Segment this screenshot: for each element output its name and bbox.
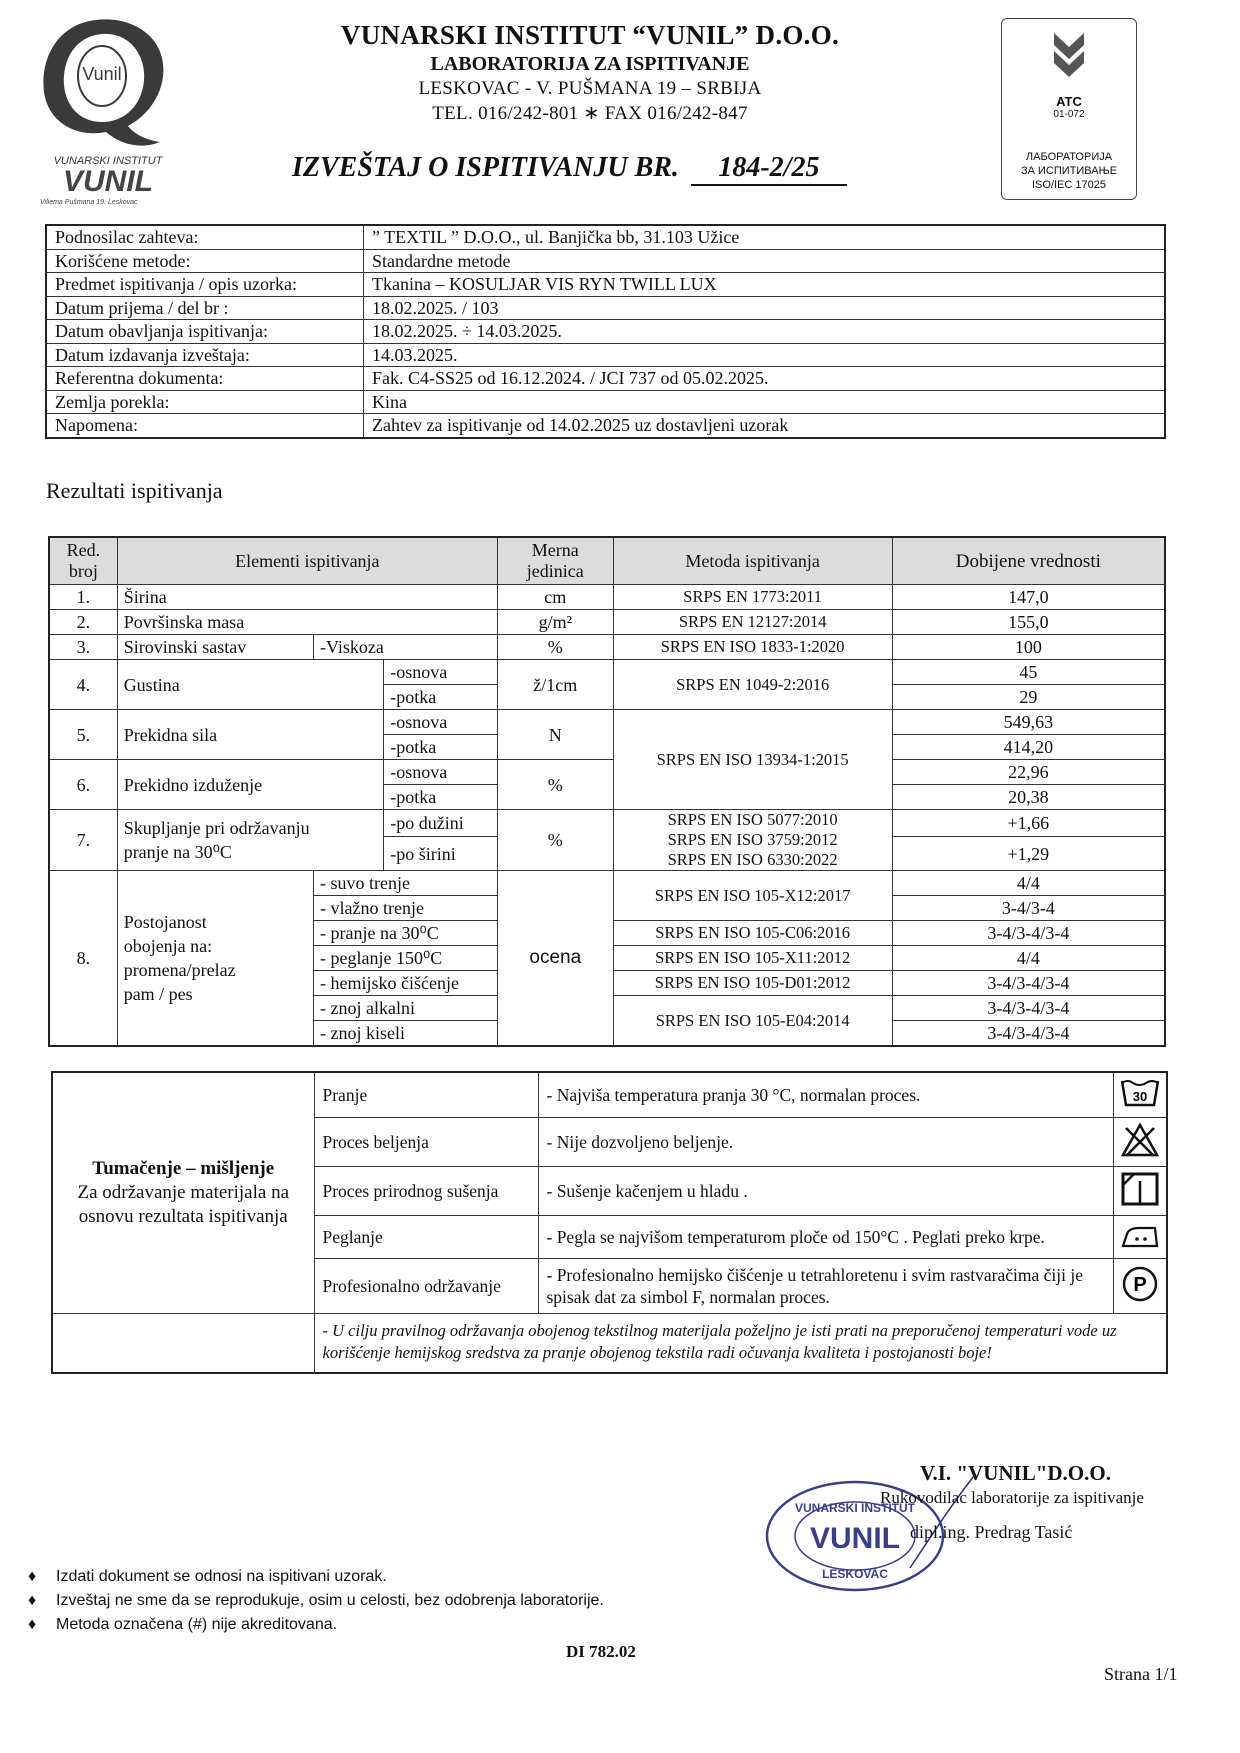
table-cell: 3. [49,635,117,660]
info-key: Referentna dokumenta: [46,367,364,391]
info-value: Standardne metode [364,249,1166,273]
table-cell: 100 [892,635,1165,660]
table-cell: -potka [384,685,498,710]
atc-number: 01-072 [1053,109,1085,120]
atc-logo-icon [1044,27,1094,87]
svg-text:VUNIL: VUNIL [63,165,153,198]
svg-text:VUNARSKI INSTITUT: VUNARSKI INSTITUT [795,1501,915,1515]
results-title: Rezultati ispitivanja [46,478,223,503]
col-header-value: Dobijene vrednosti [892,537,1165,585]
table-cell: 3-4/3-4/3-4 [892,1021,1165,1047]
table-cell: Prekidno izduženje [117,760,384,810]
care-value: - Pegla se najvišom temperaturom ploče od 150°C . Peglati preko krpe. [538,1216,1113,1259]
info-value: Fak. C4-SS25 od 16.12.2024. / JCI 737 od 05.02.2025. [364,367,1166,391]
table-cell: N [497,710,613,760]
opinion-heading: Tumačenje – mišljenje Za održavanje materijala na osnovu rezultata ispitivanja [52,1072,314,1314]
table-row [46,296,1165,320]
table-cell: 45 [892,660,1165,685]
table-cell: 5. [49,710,117,760]
signature-company: V.I. "VUNIL"D.O.O. [920,1461,1111,1485]
table-cell: 8. [49,871,117,1047]
info-key: Korišćene metode: [46,249,364,273]
list-item: ♦ Izveštaj ne sme da se reprodukuje, osim u celosti, bez odobrenja laboratorije. [28,1592,604,1609]
table-cell: 414,20 [892,735,1165,760]
table-cell: 147,0 [892,585,1165,610]
table-cell: 29 [892,685,1165,710]
table-row [46,343,1165,367]
table-cell: - znoj alkalni [314,996,498,1021]
care-row [52,1072,1167,1118]
info-value: Tkanina – KOSULJAR VIS RYN TWILL LUX [364,273,1166,297]
svg-text:VUNARSKI INSTITUT: VUNARSKI INSTITUT [53,155,163,167]
table-cell: cm [497,585,613,610]
atc-code: ATC [1056,94,1082,109]
list-item: ♦ Metoda označena (#) nije akreditovana. [28,1616,338,1633]
contact: TEL. 016/242-801 ∗ FAX 016/242-847 [432,103,748,124]
table-cell: 4/4 [892,946,1165,971]
table-row [49,760,1165,785]
no-bleach-icon [1113,1118,1167,1167]
table-cell: 4/4 [892,871,1165,896]
info-key: Datum obavljanja ispitivanja: [46,320,364,344]
request-info-table [45,224,1166,439]
table-cell: 20,38 [892,785,1165,810]
table-cell: 6. [49,760,117,810]
care-note: - U cilju pravilnog održavanja obojenog tekstilnog materijala poželjno je isti prati na preporučenoj temperaturi vode uz korišćenje hemijskog sredstva za pranje obojenog tekstila radi očuvanja kvaliteta i postojanosti boje! [314,1314,1167,1374]
table-cell: % [497,760,613,810]
table-cell: SRPS EN 12127:2014 [613,610,892,635]
col-header-unit: Merna jedinica [497,537,613,585]
drip-dry-shade-icon [1113,1167,1167,1216]
table-cell: +1,29 [892,837,1165,871]
table-cell: 3-4/3-4 [892,896,1165,921]
table-cell: SRPS EN ISO 105-D01:2012 [613,971,892,996]
info-key: Datum prijema / del br : [46,296,364,320]
table-cell: - peglanje 150⁰C [314,946,498,971]
svg-text:P: P [1133,1273,1147,1296]
info-value: ” TEXTIL ” D.O.O., ul. Banjička bb, 31.103 Užice [364,225,1166,249]
blank-cell [52,1314,314,1374]
signature-role: Rukovodilac laboratorije za ispitivanje [880,1488,1144,1507]
table-cell: - vlažno trenje [314,896,498,921]
table-row [49,710,1165,735]
table-cell: 3-4/3-4/3-4 [892,996,1165,1021]
atc-lab-text: ЛАБОРАТОРИЈА ЗА ИСПИТИВАЊЕ ISO/IEC 17025 [1020,151,1118,191]
table-cell: - znoj kiseli [314,1021,498,1047]
care-note-row [52,1314,1167,1374]
table-row [46,249,1165,273]
table-cell: ž/1cm [497,660,613,710]
table-cell: +1,66 [892,810,1165,837]
table-cell: SRPS EN ISO 105-E04:2014 [613,996,892,1047]
care-label: Proces beljenja [314,1118,538,1167]
info-value: Zahtev za ispitivanje od 14.02.2025 uz dostavljeni uzorak [364,414,1166,438]
table-row [49,635,1165,660]
svg-text:30: 30 [1132,1088,1147,1104]
col-header-elements: Elementi ispitivanja [117,537,497,585]
svg-text:Vunil: Vunil [82,64,122,84]
care-opinion-table [51,1071,1168,1374]
care-label: Profesionalno održavanje [314,1259,538,1314]
dry-clean-p-icon [1113,1259,1167,1314]
report-title [292,152,847,186]
table-row [46,414,1165,438]
list-item: ♦ Izdati dokument se odnosi na ispitivani uzorak. [28,1568,387,1585]
col-header-no: Red. broj [49,537,117,585]
table-cell: -Viskoza [314,635,498,660]
table-row [49,871,1165,896]
institute-name: VUNARSKI INSTITUT “VUNIL” D.O.O. [340,20,840,50]
report-label: IZVEŠTAJ O ISPITIVANJU BR. [292,152,679,183]
svg-text:LESKOVAC: LESKOVAC [822,1567,888,1581]
table-cell: Širina [117,585,497,610]
table-row [46,225,1165,249]
table-cell: Prekidna sila [117,710,384,760]
info-key: Zemlja porekla: [46,390,364,414]
table-cell: % [497,635,613,660]
table-row [49,610,1165,635]
info-key: Datum izdavanja izveštaja: [46,343,364,367]
info-value: 18.02.2025. / 103 [364,296,1166,320]
table-cell: 3-4/3-4/3-4 [892,971,1165,996]
table-cell: 2. [49,610,117,635]
table-cell: SRPS EN ISO 105-X12:2017 [613,871,892,921]
info-value: 18.02.2025. ÷ 14.03.2025. [364,320,1166,344]
table-cell: SRPS EN ISO 13934-1:2015 [613,710,892,810]
care-value: - Nije dozvoljeno beljenje. [538,1118,1113,1167]
table-cell: 4. [49,660,117,710]
table-cell: -potka [384,785,498,810]
iron-medium-icon [1113,1216,1167,1259]
info-key: Podnosilac zahteva: [46,225,364,249]
signature-block [880,1461,1180,1543]
table-cell: SRPS EN ISO 5077:2010 SRPS EN ISO 3759:2012 SRPS EN ISO 6330:2022 [613,810,892,871]
table-row [46,320,1165,344]
address: LESKOVAC - V. PUŠMANA 19 – SRBIJA [418,78,762,99]
care-label: Proces prirodnog sušenja [314,1167,538,1216]
table-row [49,537,1165,585]
table-cell: SRPS EN ISO 105-X11:2012 [613,946,892,971]
table-cell: Skupljanje pri održavanju pranje na 30⁰C [117,810,384,871]
table-cell: SRPS EN 1773:2011 [613,585,892,610]
table-cell: 22,96 [892,760,1165,785]
institute-logo [36,14,186,204]
table-cell: 1. [49,585,117,610]
info-value: 14.03.2025. [364,343,1166,367]
table-cell: -potka [384,735,498,760]
signature-name: dipl.ing. Predrag Tasić [910,1522,1073,1542]
table-cell: -po dužini [384,810,498,837]
page-number: Strana 1/1 [1104,1664,1178,1684]
table-cell: Površinska masa [117,610,497,635]
table-row [46,367,1165,391]
table-cell: Gustina [117,660,384,710]
document-code: DI 782.02 [566,1642,636,1661]
svg-text:Viljema Pušmana 19, Leskovac: Viljema Pušmana 19, Leskovac [40,199,138,204]
header-block [230,20,950,125]
care-label: Peglanje [314,1216,538,1259]
table-cell: % [497,810,613,871]
accreditation-badge [1001,18,1137,200]
table-cell: g/m² [497,610,613,635]
table-cell: 549,63 [892,710,1165,735]
svg-text:VUNIL: VUNIL [810,1522,900,1555]
table-cell: 3-4/3-4/3-4 [892,921,1165,946]
table-cell: - hemijsko čišćenje [314,971,498,996]
table-cell: 155,0 [892,610,1165,635]
table-cell: SRPS EN ISO 1833-1:2020 [613,635,892,660]
info-key: Predmet ispitivanja / opis uzorka: [46,273,364,297]
info-value: Kina [364,390,1166,414]
info-key: Napomena: [46,414,364,438]
report-number: 184-2/25 [691,152,847,186]
table-cell: Postojanost obojenja na: promena/prelaz pam / pes [117,871,313,1047]
care-label: Pranje [314,1072,538,1118]
table-cell: 7. [49,810,117,871]
col-header-method: Metoda ispitivanja [613,537,892,585]
table-cell: -osnova [384,760,498,785]
lab-name: LABORATORIJA ZA ISPITIVANJE [430,53,750,75]
table-cell: SRPS EN ISO 105-C06:2016 [613,921,892,946]
table-row [46,273,1165,297]
table-row [49,585,1165,610]
results-table [48,536,1166,1047]
care-value: - Profesionalno hemijsko čišćenje u tetrahloretenu i svim rastvaračima čiji je spisak dat za simbol F, normalan proces. [538,1259,1113,1314]
table-row [49,810,1165,837]
table-cell: - pranje na 30⁰C [314,921,498,946]
table-cell: ocena [497,871,613,1047]
table-cell: SRPS EN 1049-2:2016 [613,660,892,710]
table-row [49,660,1165,685]
care-value: - Sušenje kačenjem u hladu . [538,1167,1113,1216]
table-cell: - suvo trenje [314,871,498,896]
wash-30-icon [1113,1072,1167,1118]
footer-notes [28,1565,604,1637]
table-cell: -osnova [384,710,498,735]
table-cell: -osnova [384,660,498,685]
table-cell: -po širini [384,837,498,871]
table-row [46,390,1165,414]
care-value: - Najviša temperatura pranja 30 °C, normalan proces. [538,1072,1113,1118]
table-cell: Sirovinski sastav [117,635,313,660]
